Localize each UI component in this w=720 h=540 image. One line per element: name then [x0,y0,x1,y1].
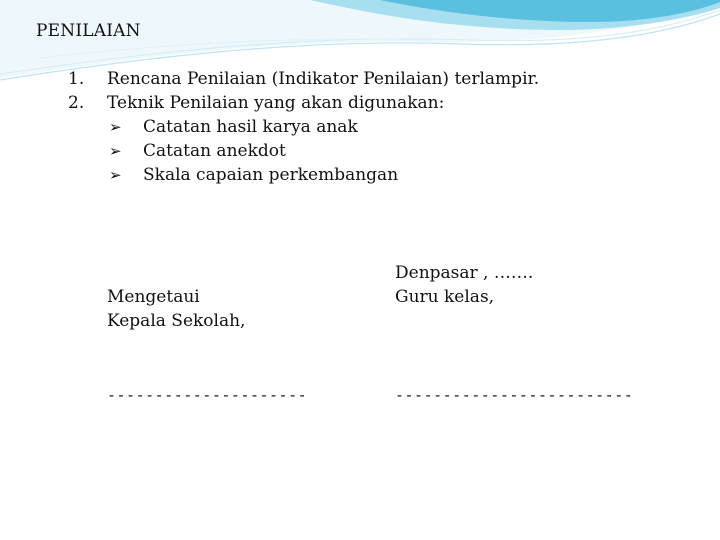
sub-list-text: Catatan hasil karya anak [143,117,358,137]
arrow-bullet-icon: ➢ [109,166,122,184]
list-number: 2. [68,93,85,113]
right-signature-block [395,261,533,309]
arrow-bullet-icon: ➢ [109,118,122,136]
left-sign-line2: Kepala Sekolah, [107,311,246,331]
list-number: 1. [68,69,85,89]
list-text: Rencana Penilaian (Indikator Penilaian) terlampir. [107,69,540,89]
arrow-bullet-icon: ➢ [109,142,122,160]
sub-list-text: Catatan anekdot [143,141,286,161]
left-signature-block [107,285,245,333]
sub-list-text: Skala capaian perkembangan [143,165,399,185]
left-sign-line1: Mengetaui [107,287,200,307]
left-signature-line: --------------------- [107,386,308,404]
right-signature-line: ------------------------- [395,386,634,404]
list-text: Teknik Penilaian yang akan digunakan: [107,93,445,113]
right-sign-line2: Guru kelas, [395,287,495,307]
section-title: PENILAIAN [36,21,141,41]
right-sign-line1: Denpasar , ……. [395,263,534,283]
